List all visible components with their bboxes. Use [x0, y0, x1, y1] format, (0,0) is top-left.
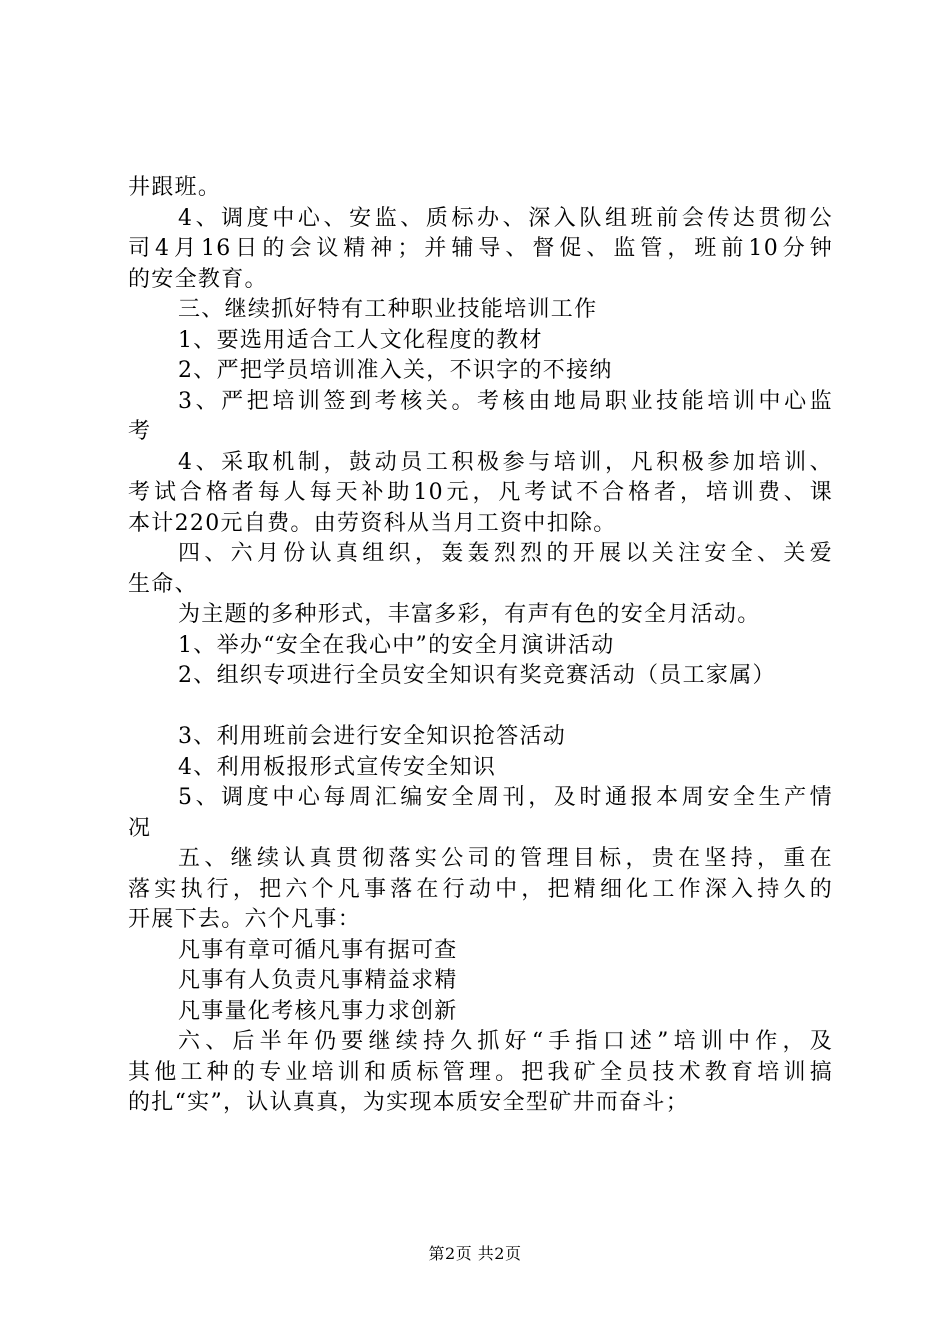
text-line: 生命、 — [128, 571, 198, 597]
text-line: 五、继续认真贯彻落实公司的管理目标，贵在坚持，重在 — [178, 846, 833, 871]
text-line: 4、采取机制，鼓动员工积极参与培训，凡积极参加培训、 — [178, 449, 833, 475]
text-line: 3、严把培训签到考核关。考核由地局职业技能培训中心监 — [178, 388, 833, 414]
text-line: 四、六月份认真组织，轰轰烈烈的开展以关注安全、关爱 — [178, 541, 833, 566]
text-line: 况 — [128, 815, 152, 841]
text-line: 1、举办“安全在我心中”的安全月演讲活动 — [178, 632, 615, 658]
text-line: 4、利用板报形式宣传安全知识 — [178, 754, 497, 780]
blank-line — [128, 692, 833, 723]
text-line: 凡事有章可循凡事有据可查 — [178, 937, 458, 963]
text-line: 考 — [128, 419, 152, 444]
text-line: 井跟班。 — [128, 175, 222, 200]
text-line: 2、组织专项进行全员安全知识有奖竞赛活动（员工家属） — [178, 663, 776, 688]
text-line: 3、利用班前会进行安全知识抢答活动 — [178, 724, 567, 749]
text-line: 的扎“实”，认认真真，为实现本质安全型矿井而奋斗； — [128, 1090, 689, 1115]
page-number-footer: 第2页 共2页 — [428, 1244, 522, 1263]
text-line: 考试合格者每人每天补助10元，凡考试不合格者，培训费、课 — [128, 480, 833, 505]
text-line: 为主题的多种形式，丰富多彩，有声有色的安全月活动。 — [178, 602, 761, 627]
text-line: 凡事量化考核凡事力求创新 — [178, 998, 458, 1024]
text-line: 落实执行，把六个凡事落在行动中，把精细化工作深入持久的 — [128, 876, 833, 902]
text-line: 六、后半年仍要继续持久抓好“手指口述”培训中作，及 — [178, 1029, 833, 1054]
text-line: 1、要选用适合工人文化程度的教材 — [178, 327, 543, 353]
text-line: 4、调度中心、安监、质标办、深入队组班前会传达贯彻公 — [178, 205, 833, 231]
text-line: 三、继续抓好特有工种职业技能培训工作 — [178, 297, 598, 322]
text-line: 司4月16日的会议精神；并辅导、督促、监管，班前10分钟 — [128, 236, 833, 261]
text-line: 其他工种的专业培训和质标管理。把我矿全员技术教育培训搞 — [128, 1059, 833, 1085]
document-body — [128, 173, 833, 1119]
text-line: 2、严把学员培训准入关，不识字的不接纳 — [178, 358, 613, 383]
text-line: 本计220元自费。由劳资科从当月工资中扣除。 — [128, 510, 617, 536]
text-line: 凡事有人负责凡事精益求精 — [178, 968, 458, 993]
text-line: 的安全教育。 — [128, 266, 268, 292]
text-line: 5、调度中心每周汇编安全周刊，及时通报本周安全生产情 — [178, 785, 833, 810]
text-line: 开展下去。六个凡事： — [128, 907, 362, 932]
